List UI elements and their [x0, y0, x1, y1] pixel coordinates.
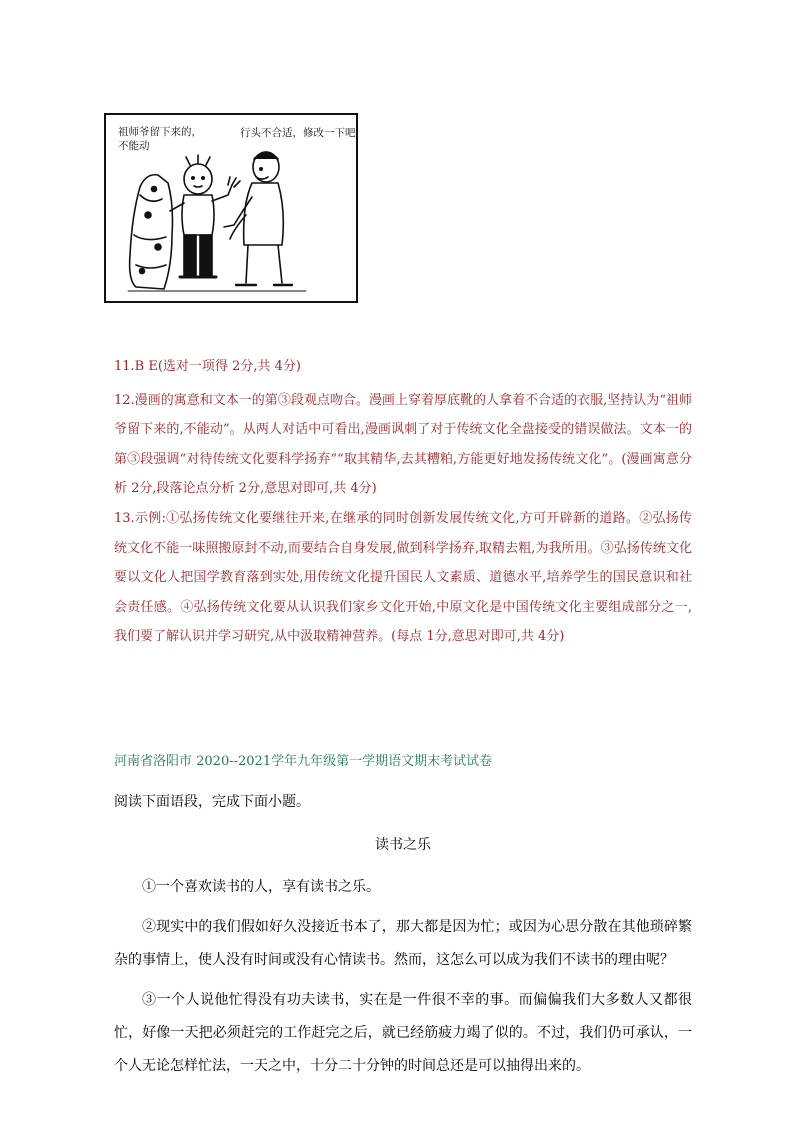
cartoon-illustration — [104, 113, 358, 303]
answer-12: 12.漫画的寓意和文本一的第③段观点吻合。漫画上穿着厚底靴的人拿着不合适的衣服,坚持认为“祖师爷留下来的,不能动”。从两人对话中可看出,漫画讽刺了对于传统文化全盘接受的错误做法。文本一的第③段强调“对待传统文化要科学扬弃”“取其精华,去其糟粕,方能更好地发扬传统文化”。(漫画寓意分析 2分,段落论点分析 2分,意思对即可,共 4分) — [114, 392, 692, 497]
reading-passage — [114, 790, 692, 1083]
answer-11: 11.B E(选对一项得 2分,共 4分) — [114, 359, 301, 374]
essay-paragraph-1: ①一个喜欢读书的人，享有读书之乐。 — [142, 879, 380, 895]
answer-13: 13.示例:①弘扬传统文化要继往开来,在继承的同时创新发展传统文化,方可开辟新的道路。②弘扬传统文化不能一味照搬原封不动,而要结合自身发展,做到科学扬弃,取精去粗,为我所用。③弘扬传统文化要以文化人把国学教育落到实处,用传统文化提升国民人文素质、道德水平,培养学生的国民意识和社会责任感。④弘扬传统文化要从认识我们家乡文化开始,中原文化是中国传统文化主要组成部分之一,我们要了解认识并学习研究,从中汲取精神营养。(每点 1分,意思对即可,共 4分) — [114, 510, 692, 645]
exam-source-title: 河南省洛阳市 2020--2021学年九年级第一学期语文期末考试试卷 — [114, 754, 493, 769]
speech-bubble-right: 行头不合适，修改一下吧 — [240, 127, 356, 139]
speech-bubble-left: 祖师爷留下来的，不能动 — [118, 126, 202, 152]
essay-title: 读书之乐 — [375, 837, 431, 853]
essay-paragraph-3: ③一个人说他忙得没有功夫读书，实在是一件很不幸的事。而偏偏我们大多数人又都很忙，好像一天把必须赶完的工作赶完之后，就已经筋疲力竭了似的。不过，我们仍可承认，一个人无论怎样忙法，一天之中，十分二十分钟的时间总还是可以抽得出来的。 — [114, 992, 692, 1074]
instruction-text: 阅读下面语段，完成下面小题。 — [114, 794, 310, 810]
essay-paragraph-2: ②现实中的我们假如好久没接近书本了，那大都是因为忙；或因为心思分散在其他琐碎繁杂的事情上，使人没有时间或没有心情读书。然而，这怎么可以成为我们不读书的理由呢？ — [114, 919, 692, 968]
answer-section — [114, 352, 692, 652]
